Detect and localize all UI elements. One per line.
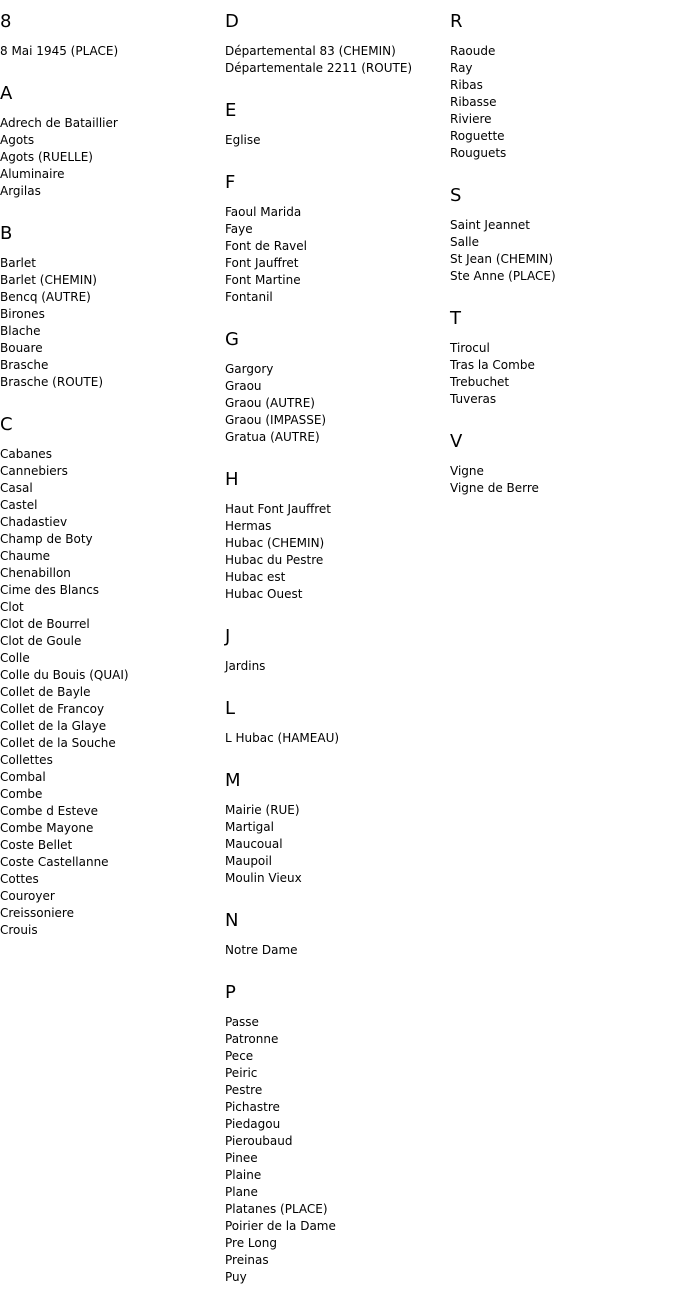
index-column-1 (0, 10, 220, 961)
street-link[interactable]: St Jean (CHEMIN) (450, 252, 554, 266)
street-link[interactable]: Puy (225, 1270, 247, 1284)
street-link[interactable]: Piedagou (225, 1117, 281, 1131)
letter-group (225, 909, 445, 959)
street-link[interactable]: Cannebiers (0, 464, 68, 478)
street-list (225, 501, 445, 603)
street-list (225, 658, 445, 675)
street-list (450, 463, 670, 497)
street-link[interactable]: Hubac du Pestre (225, 553, 324, 567)
street-link[interactable]: Creissoniere (0, 906, 74, 920)
letter-group (0, 82, 220, 200)
street-link[interactable]: Crouis (0, 923, 38, 937)
street-link[interactable]: Clot de Bourrel (0, 617, 90, 631)
street-link[interactable]: Riviere (450, 112, 492, 126)
letter-heading: J (225, 626, 231, 647)
street-link[interactable]: Moulin Vieux (225, 871, 302, 885)
street-link[interactable]: Casal (0, 481, 33, 495)
street-link[interactable]: Argilas (0, 184, 41, 198)
index-column-3 (450, 10, 670, 519)
street-link[interactable]: Notre Dame (225, 943, 298, 957)
letter-group (0, 222, 220, 391)
letter-heading: B (0, 223, 13, 244)
letter-heading: N (225, 910, 239, 931)
street-link[interactable]: Ste Anne (PLACE) (450, 269, 556, 283)
street-link[interactable]: Trebuchet (450, 375, 510, 389)
letter-heading: S (450, 185, 462, 206)
street-link[interactable]: Combal (0, 770, 46, 784)
street-link[interactable]: Salle (450, 235, 480, 249)
street-link[interactable]: Chaume (0, 549, 51, 563)
street-link[interactable]: Cime des Blancs (0, 583, 100, 597)
letter-heading: V (450, 431, 463, 452)
street-link[interactable]: Eglise (225, 133, 261, 147)
letter-group (225, 697, 445, 747)
letter-group (0, 413, 220, 939)
street-link[interactable]: Patronne (225, 1032, 279, 1046)
letter-group (225, 625, 445, 675)
street-link[interactable]: Collet de Francoy (0, 702, 105, 716)
letter-group (450, 184, 670, 285)
street-link[interactable]: 8 Mai 1945 (PLACE) (0, 44, 119, 58)
street-link[interactable]: Pieroubaud (225, 1134, 293, 1148)
street-link[interactable]: Colle du Bouis (QUAI) (0, 668, 129, 682)
letter-heading: P (225, 982, 236, 1003)
street-link[interactable]: Hubac Ouest (225, 587, 303, 601)
street-link[interactable]: Fontanil (225, 290, 273, 304)
street-link[interactable]: Collettes (0, 753, 53, 767)
letter-heading: H (225, 469, 239, 490)
street-link[interactable]: Birones (0, 307, 45, 321)
street-link[interactable]: Colle (0, 651, 30, 665)
street-link[interactable]: Départemental 83 (CHEMIN) (225, 44, 396, 58)
street-list (225, 942, 445, 959)
street-link[interactable]: Jardins (225, 659, 266, 673)
street-link[interactable]: Ribasse (450, 95, 497, 109)
street-link[interactable]: Peiric (225, 1066, 258, 1080)
letter-group (450, 10, 670, 162)
street-link[interactable]: Haut Font Jauffret (225, 502, 331, 516)
street-link[interactable]: Graou (225, 379, 262, 393)
letter-heading: R (450, 11, 463, 32)
street-link[interactable]: Font Jauffret (225, 256, 299, 270)
letter-heading: E (225, 100, 237, 121)
street-link[interactable]: Couroyer (0, 889, 55, 903)
street-link[interactable]: Coste Castellanne (0, 855, 109, 869)
street-list (225, 43, 445, 77)
street-link[interactable]: Pinee (225, 1151, 258, 1165)
street-link[interactable]: Agots (0, 133, 35, 147)
street-list (225, 730, 445, 747)
street-link[interactable]: Barlet (CHEMIN) (0, 273, 97, 287)
street-link[interactable]: Mairie (RUE) (225, 803, 300, 817)
street-link[interactable]: Tuveras (450, 392, 497, 406)
street-link[interactable]: Hubac (CHEMIN) (225, 536, 325, 550)
street-link[interactable]: Plane (225, 1185, 258, 1199)
street-link[interactable]: Champ de Boty (0, 532, 93, 546)
street-link[interactable]: Graou (AUTRE) (225, 396, 315, 410)
street-list (225, 132, 445, 149)
street-link[interactable]: Bencq (AUTRE) (0, 290, 91, 304)
street-link[interactable]: Castel (0, 498, 38, 512)
street-link[interactable]: Rouguets (450, 146, 507, 160)
street-link[interactable]: Vigne de Berre (450, 481, 539, 495)
street-list (0, 115, 220, 200)
street-link[interactable]: Roguette (450, 129, 505, 143)
street-list (450, 43, 670, 162)
street-link[interactable]: Chenabillon (0, 566, 71, 580)
street-link[interactable]: Maupoil (225, 854, 272, 868)
street-list (0, 43, 220, 60)
index-column-2 (225, 10, 445, 1308)
street-link[interactable]: Collet de Bayle (0, 685, 91, 699)
letter-heading: 8 (0, 11, 12, 32)
street-list (225, 802, 445, 887)
street-link[interactable]: Cabanes (0, 447, 52, 461)
street-link[interactable]: Collet de la Souche (0, 736, 116, 750)
street-link[interactable]: Maucoual (225, 837, 283, 851)
street-link[interactable]: Clot de Goule (0, 634, 82, 648)
street-link[interactable]: Tras la Combe (450, 358, 535, 372)
street-link[interactable]: Faoul Marida (225, 205, 302, 219)
street-link[interactable]: Combe d Esteve (0, 804, 99, 818)
letter-group (225, 468, 445, 603)
letter-group (225, 328, 445, 446)
street-link[interactable]: Font Martine (225, 273, 301, 287)
street-link[interactable]: L Hubac (HAMEAU) (225, 731, 340, 745)
street-link[interactable]: Combe Mayone (0, 821, 94, 835)
street-list (0, 255, 220, 391)
street-link[interactable]: Brasche (0, 358, 49, 372)
letter-heading: C (0, 414, 13, 435)
street-link[interactable]: Agots (RUELLE) (0, 150, 93, 164)
street-list (450, 217, 670, 285)
letter-group (450, 307, 670, 408)
street-link[interactable]: Coste Bellet (0, 838, 73, 852)
street-link[interactable]: Aluminaire (0, 167, 65, 181)
street-link[interactable]: Barlet (0, 256, 36, 270)
street-link[interactable]: Pichastre (225, 1100, 280, 1114)
street-link[interactable]: Platanes (PLACE) (225, 1202, 328, 1216)
street-link[interactable]: Preinas (225, 1253, 269, 1267)
letter-heading: T (450, 308, 461, 329)
street-link[interactable]: Collet de la Glaye (0, 719, 107, 733)
letter-heading: A (0, 83, 13, 104)
street-list (450, 340, 670, 408)
street-link[interactable]: Poirier de la Dame (225, 1219, 336, 1233)
street-link[interactable]: Blache (0, 324, 41, 338)
street-link[interactable]: Chadastiev (0, 515, 68, 529)
letter-group (225, 769, 445, 887)
street-link[interactable]: Cottes (0, 872, 39, 886)
letter-group (225, 171, 445, 306)
letter-group (225, 10, 445, 77)
letter-heading: D (225, 11, 239, 32)
street-link[interactable]: Passe (225, 1015, 259, 1029)
street-link[interactable]: Combe (0, 787, 43, 801)
street-link[interactable]: Font de Ravel (225, 239, 308, 253)
street-link[interactable]: Martigal (225, 820, 274, 834)
street-link[interactable]: Plaine (225, 1168, 262, 1182)
street-link[interactable]: Vigne (450, 464, 484, 478)
street-link[interactable]: Faye (225, 222, 253, 236)
street-link[interactable]: Hubac est (225, 570, 286, 584)
street-list (225, 204, 445, 306)
street-link[interactable]: Graou (IMPASSE) (225, 413, 327, 427)
street-list (225, 361, 445, 446)
street-link[interactable]: Clot (0, 600, 24, 614)
street-link[interactable]: Pece (225, 1049, 254, 1063)
street-list (0, 446, 220, 939)
letter-group (450, 430, 670, 497)
street-link[interactable]: Départementale 2211 (ROUTE) (225, 61, 413, 75)
street-link[interactable]: Ribas (450, 78, 483, 92)
letter-heading: G (225, 329, 239, 350)
street-link[interactable]: Brasche (ROUTE) (0, 375, 104, 389)
street-link[interactable]: Saint Jeannet (450, 218, 531, 232)
street-link[interactable]: Hermas (225, 519, 272, 533)
street-link[interactable]: Ray (450, 61, 473, 75)
street-link[interactable]: Adrech de Bataillier (0, 116, 118, 130)
street-link[interactable]: Pre Long (225, 1236, 277, 1250)
letter-group (0, 10, 220, 60)
street-link[interactable]: Bouare (0, 341, 43, 355)
letter-group (225, 981, 445, 1286)
letter-group (225, 99, 445, 149)
street-link[interactable]: Tirocul (450, 341, 490, 355)
street-link[interactable]: Pestre (225, 1083, 263, 1097)
street-list (225, 1014, 445, 1286)
letter-heading: M (225, 770, 241, 791)
street-link[interactable]: Gratua (AUTRE) (225, 430, 320, 444)
letter-heading: L (225, 698, 236, 719)
street-link[interactable]: Gargory (225, 362, 274, 376)
street-link[interactable]: Raoude (450, 44, 496, 58)
letter-heading: F (225, 172, 236, 193)
